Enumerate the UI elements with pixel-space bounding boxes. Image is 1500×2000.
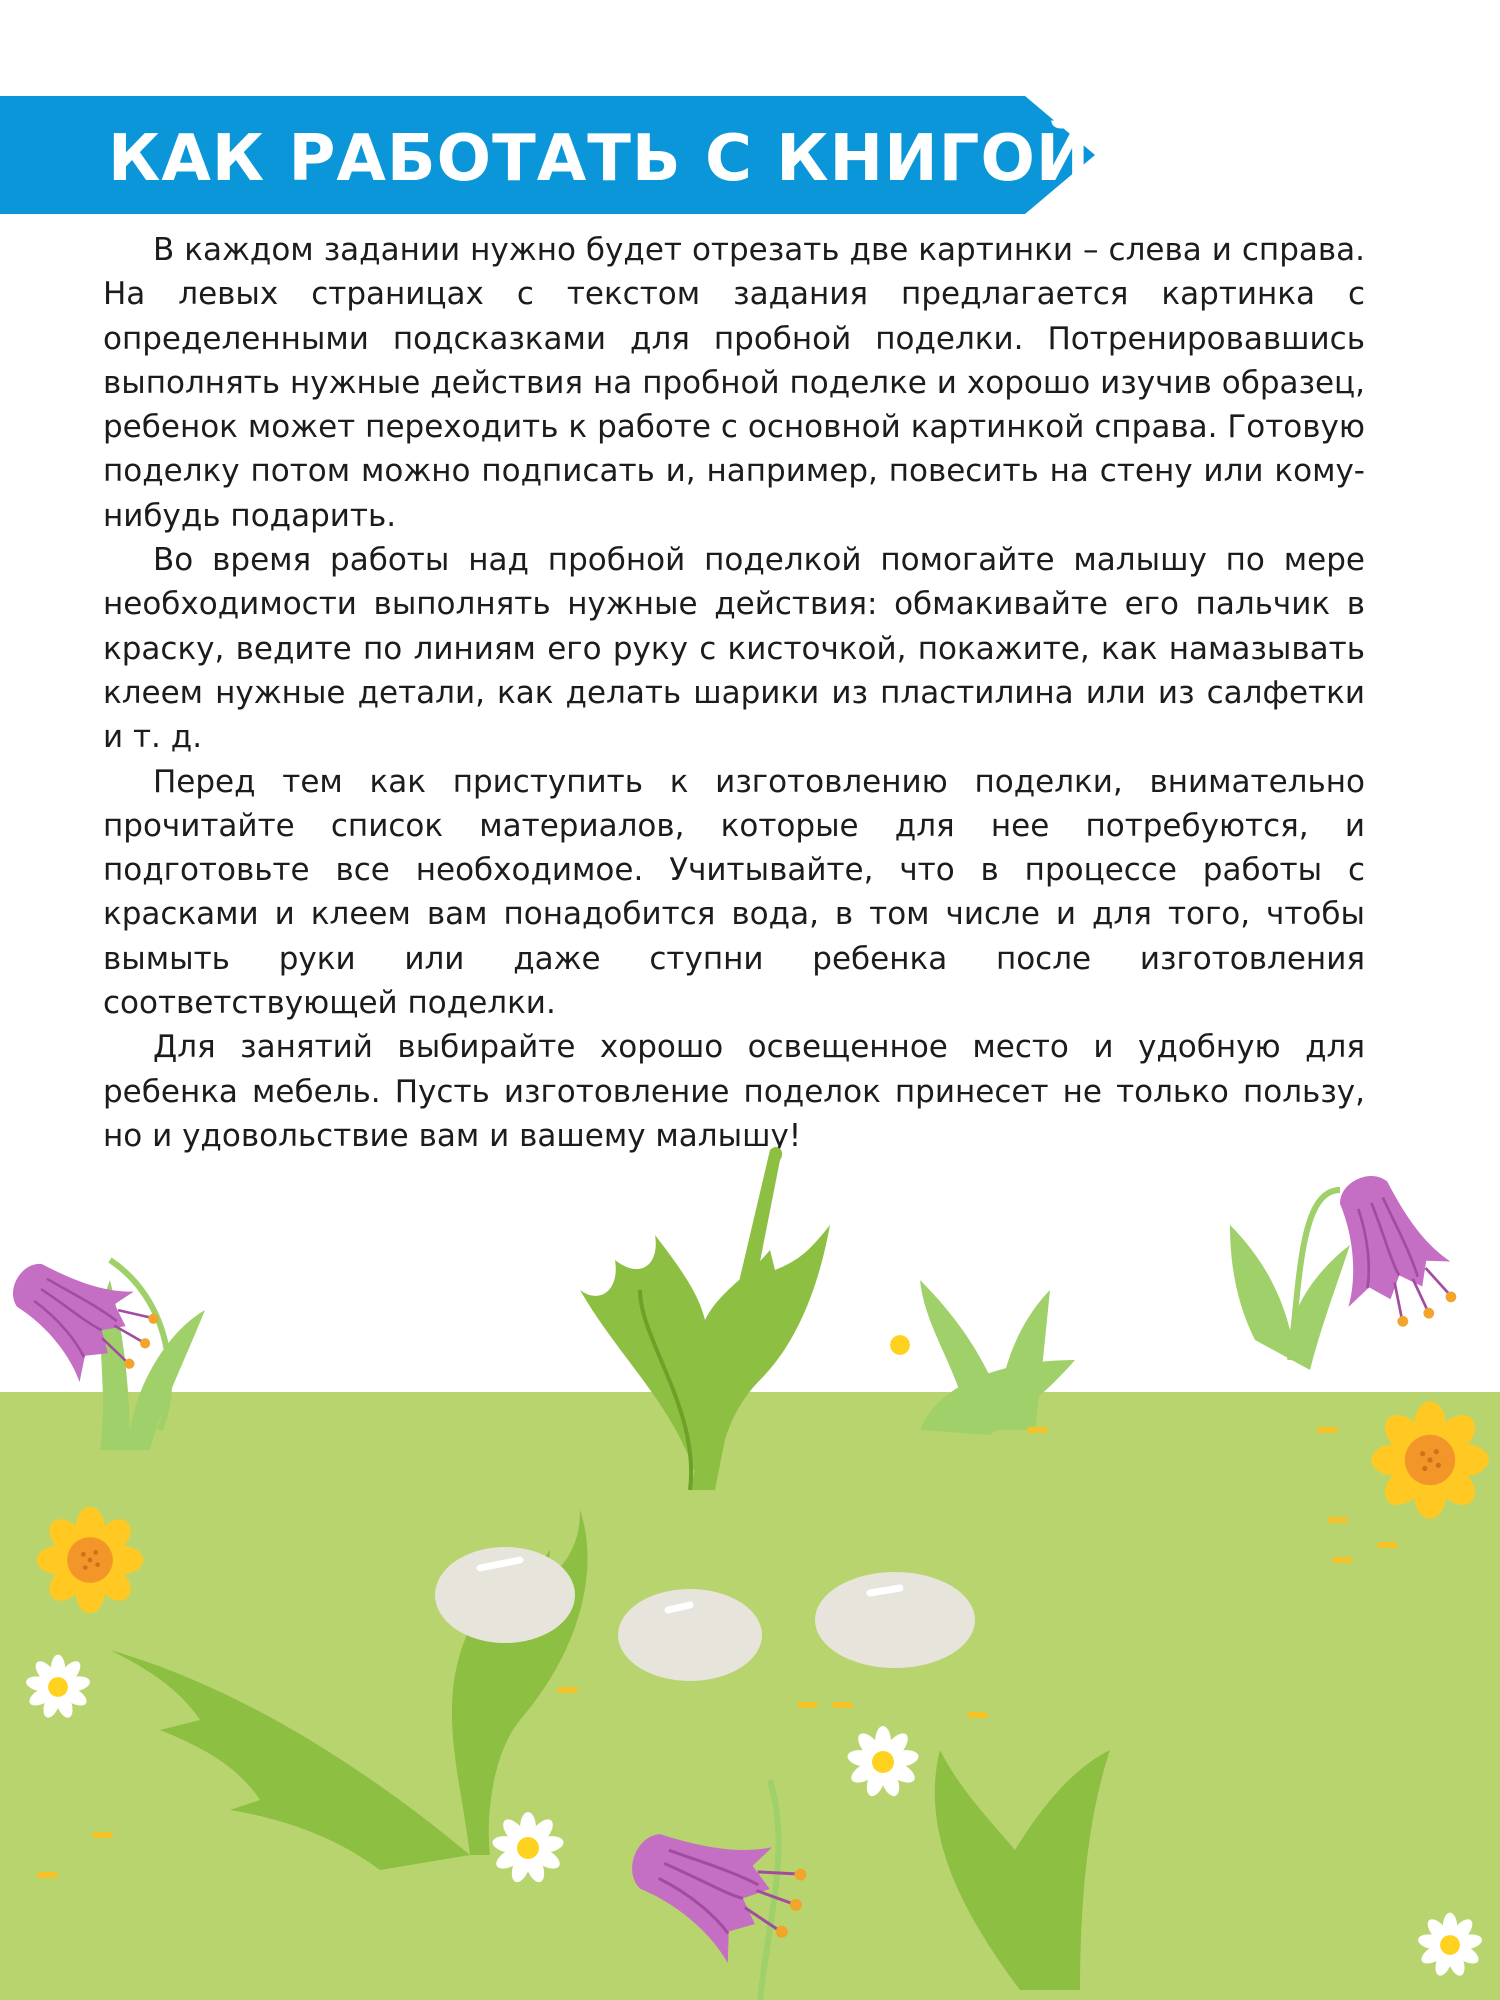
title-banner xyxy=(0,96,1095,214)
paragraph-4: Для занятий выбирайте хорошо освещенное место и удобную для ребенка мебель. Пусть изготовление поделок принесет не только пользу, но и удовольствие вам и вашему малышу! xyxy=(103,1029,1365,1154)
paragraph-2: Во время работы над пробной поделкой помогайте малышу по мере необходимости выполнять нужные действия: обмакивайте его пальчик в краску, ведите по линиям его руку с кисточкой, покажите, как намазывать клеем нужные детали, как делать шарики из пластилина или из салфетки и т. д. xyxy=(103,542,1365,756)
instructions-text xyxy=(103,228,1365,1158)
paragraph-1: В каждом задании нужно будет отрезать две картинки – слева и справа. На левых страницах с текстом задания предлагается картинка с определенными подсказками для пробной поделки. Потренировавшись выполнять нужные действия на пробной поделке и хорошо изучив образец, ребенок может переходить к работе с основной картинкой справа. Готовую поделку потом можно подписать и, например, повесить на стену или кому-нибудь подарить. xyxy=(103,232,1365,534)
paragraph-3: Перед тем как приступить к изготовлению поделки, внимательно прочитайте список материалов, которые для нее потребуются, и подготовьте все необходимое. Учитывайте, что в процессе работы с красками и клеем вам понадобится вода, в том числе и для того, чтобы вымыть руки или даже ступни ребенка после изготовления соответствующей поделки. xyxy=(103,763,1365,1022)
meadow-illustration xyxy=(0,1130,1500,2000)
page-title: КАК РАБОТАТЬ С КНИГОЙ xyxy=(108,122,1091,196)
